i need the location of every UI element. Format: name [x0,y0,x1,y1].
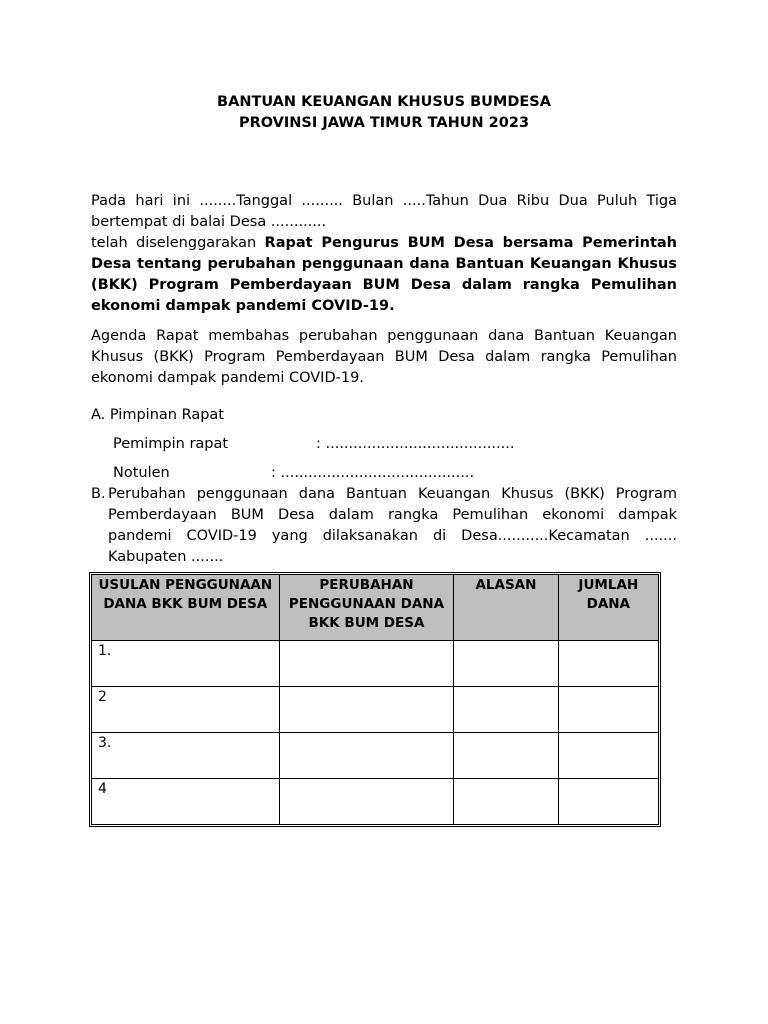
section-b-marker: B. [91,486,106,502]
usage-table [91,574,659,825]
table-cell[interactable] [279,641,454,687]
notulen-row [91,463,677,484]
table-cell[interactable] [558,641,658,687]
table-cell[interactable] [558,733,658,779]
section-a-heading: A. Pimpinan Rapat [91,407,224,423]
table-row [92,733,659,779]
table-cell[interactable] [279,687,454,733]
intro-paragraph [91,191,677,317]
table-cell[interactable] [454,733,558,779]
leader-row [91,434,677,455]
notulen-label: Notulen [113,465,170,481]
table-row [92,687,659,733]
table-cell[interactable]: 1. [92,641,280,687]
table-cell[interactable]: 3. [92,733,280,779]
leader-value: : ......................................... [316,436,515,452]
section-b-text: Perubahan penggunaan dana Bantuan Keuangan Khusus (BKK) Program Pemberdayaan BUM Desa dalam rangka Pemulihan ekonomi dampak pandemi COVID-19 yang dilaksanakan di Desa...........Kecamatan ....... Kabupaten ....... [108,486,677,565]
title-line-2: PROVINSI JAWA TIMUR TAHUN 2023 [238,115,530,131]
section-b [91,484,677,568]
table-cell[interactable]: 2 [92,687,280,733]
table-cell[interactable] [279,733,454,779]
table-cell[interactable] [454,779,558,825]
table-row [92,641,659,687]
header-jumlah: JUMLAH DANA [558,575,658,641]
table-header-row [92,575,659,641]
table-row [92,779,659,825]
notulen-value: : .......................................... [271,465,475,481]
header-usulan: USULAN PENGGUNAAN DANA BKK BUM DESA [92,575,280,641]
table-cell[interactable] [454,641,558,687]
leader-label: Pemimpin rapat [113,436,229,452]
document-title [91,92,677,134]
table-cell[interactable]: 4 [92,779,280,825]
intro-lead: telah diselenggarakan [91,235,265,251]
intro-line: Pada hari ini ........Tanggal ......... Bulan .....Tahun Dua Ribu Dua Puluh Tiga bertempat di balai Desa ............ [91,193,677,230]
agenda-paragraph: Agenda Rapat membahas perubahan penggunaan dana Bantuan Keuangan Khusus (BKK) Program Pemberdayaan BUM Desa dalam rangka Pemulihan ekonomi dampak pandemi COVID-19. [91,328,677,386]
header-alasan: ALASAN [454,575,558,641]
table-cell[interactable] [558,779,658,825]
intro-bold: Rapat Pengurus BUM Desa bersama Pemerintah Desa tentang perubahan penggunaan dana Bantuan Keuangan Khusus (BKK) Program Pemberdayaan BUM Desa dalam rangka Pemulihan ekonomi dampak pandemi COVID-19. [91,235,677,314]
header-perubahan: PERUBAHAN PENGGUNAAN DANA BKK BUM DESA [279,575,454,641]
table-cell[interactable] [279,779,454,825]
document-page [91,92,677,825]
title-line-1: BANTUAN KEUANGAN KHUSUS BUMDESA [217,94,551,110]
table-cell[interactable] [454,687,558,733]
table-cell[interactable] [558,687,658,733]
